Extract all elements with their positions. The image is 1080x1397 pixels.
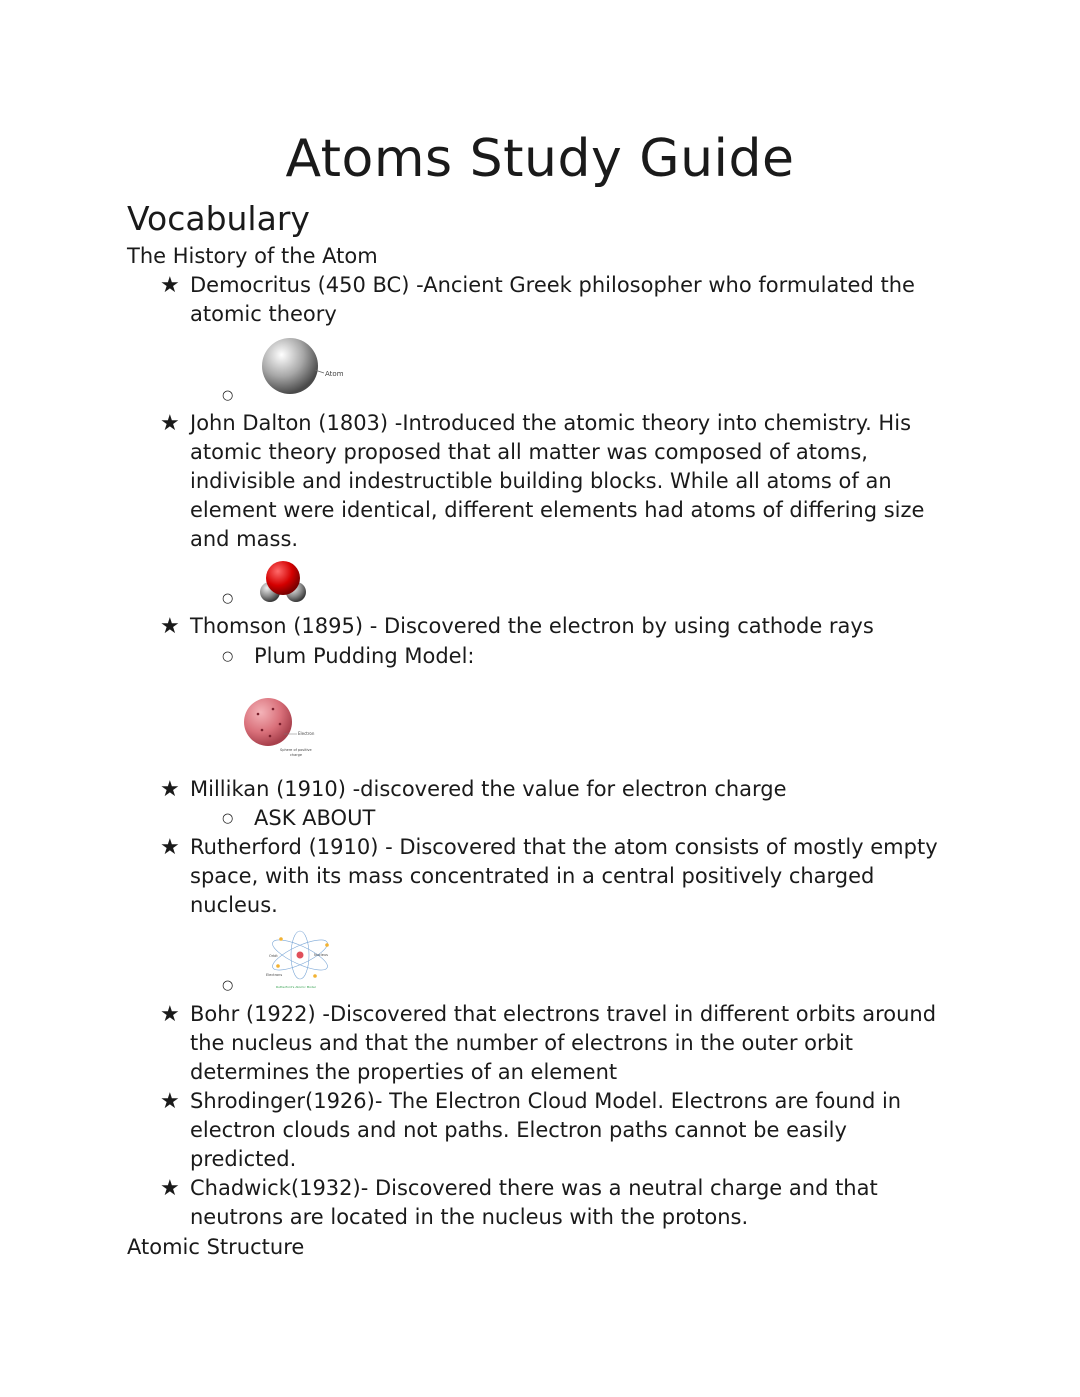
plum-electron-label: Electron — [298, 731, 315, 736]
bullet-star-icon: ★ — [160, 835, 180, 860]
plum-sphere-label-2: charge — [290, 753, 303, 757]
plum-sphere-label-1: Sphere of positive — [280, 748, 312, 752]
rutherford-caption: Rutherford's Atomic Model — [276, 985, 316, 989]
page-title: Atoms Study Guide — [285, 129, 795, 189]
dalton-line-4: element were identical, different elements had atoms of differing size — [190, 498, 925, 522]
millikan-sub-item: ASK ABOUT — [254, 806, 376, 830]
bullet-star-icon: ★ — [160, 614, 180, 639]
rutherford-electrons-label: Electrons — [266, 973, 283, 977]
bullet-star-icon: ★ — [160, 1002, 180, 1027]
bullet-star-icon: ★ — [160, 777, 180, 802]
plum-pudding-model-image — [240, 694, 330, 764]
sub-bullet-circle-icon: ○ — [222, 978, 234, 993]
millikan-line-1: Millikan (1910) -discovered the value for electron charge — [190, 777, 787, 801]
bohr-line-2: the nucleus and that the number of electrons in the outer orbit — [190, 1031, 854, 1055]
bullet-star-icon: ★ — [160, 1176, 180, 1201]
shrodinger-line-3: predicted. — [190, 1147, 297, 1171]
bohr-line-3: determines the properties of an element — [190, 1060, 618, 1084]
rutherford-line-3: nucleus. — [190, 893, 278, 917]
sub-bullet-circle-icon: ○ — [222, 811, 234, 826]
atom-sphere-image — [258, 336, 358, 398]
bullet-star-icon: ★ — [160, 273, 180, 298]
democritus-line-2: atomic theory — [190, 302, 337, 326]
chadwick-line-1: Chadwick(1932)- Discovered there was a neutral charge and that — [190, 1176, 878, 1200]
dalton-line-5: and mass. — [190, 527, 299, 551]
rutherford-nucleus-label: Nucleus — [314, 953, 328, 957]
rutherford-orbit-label: Orbit — [269, 954, 278, 958]
thomson-sub-item: Plum Pudding Model: — [254, 644, 475, 668]
section-heading-vocabulary: Vocabulary — [127, 199, 310, 238]
shrodinger-line-1: Shrodinger(1926)- The Electron Cloud Model. Electrons are found in — [190, 1089, 902, 1113]
dalton-line-1: John Dalton (1803) -Introduced the atomic theory into chemistry. His — [190, 411, 912, 435]
rutherford-line-1: Rutherford (1910) - Discovered that the atom consists of mostly empty — [190, 835, 938, 859]
sub-bullet-circle-icon: ○ — [222, 649, 234, 664]
chadwick-line-2: neutrons are located in the nucleus with the protons. — [190, 1205, 749, 1229]
bohr-line-1: Bohr (1922) -Discovered that electrons travel in different orbits around — [190, 1002, 937, 1026]
subheading-atomic-structure: Atomic Structure — [127, 1235, 305, 1259]
bullet-star-icon: ★ — [160, 1089, 180, 1114]
atom-label: Atom — [325, 370, 344, 378]
rutherford-line-2: space, with its mass concentrated in a central positively charged — [190, 864, 875, 888]
rutherford-atomic-model-image — [260, 926, 340, 992]
dalton-line-3: indivisible and indestructible building blocks. While all atoms of an — [190, 469, 892, 493]
sub-bullet-circle-icon: ○ — [222, 591, 234, 606]
bullet-star-icon: ★ — [160, 411, 180, 436]
subheading-history-of-atom: The History of the Atom — [127, 244, 378, 268]
democritus-line-1: Democritus (450 BC) -Ancient Greek philosopher who formulated the — [190, 273, 915, 297]
dalton-line-2: atomic theory proposed that all matter was composed of atoms, — [190, 440, 868, 464]
sub-bullet-circle-icon: ○ — [222, 388, 234, 403]
thomson-line-1: Thomson (1895) - Discovered the electron by using cathode rays — [190, 614, 874, 638]
water-molecule-image — [256, 558, 308, 608]
shrodinger-line-2: electron clouds and not paths. Electron paths cannot be easily — [190, 1118, 847, 1142]
